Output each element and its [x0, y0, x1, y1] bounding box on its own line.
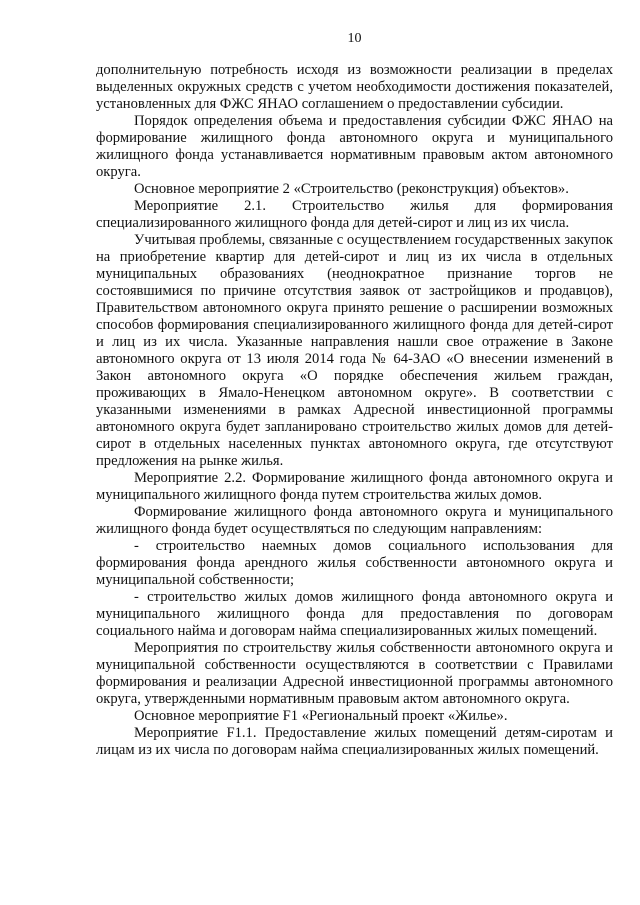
paragraph-bullet-residential-houses: - строительство жилых домов жилищного фонда автономного округа и муниципального жилищного фонда для предоставления по договорам социального найма и договорам найма специализированных жилых помещений.: [96, 589, 613, 639]
paragraph-directions: Формирование жилищного фонда автономного округа и муниципального жилищного фонда будет осуществляться по следующим направлениям:: [96, 504, 613, 537]
paragraph-activity-f1-1: Мероприятие F1.1. Предоставление жилых помещений детям-сиротам и лицам из их числа по договорам найма специализированных жилых помещений.: [96, 725, 613, 758]
paragraph-bullet-rental-housing: - строительство наемных домов социального использования для формирования фонда арендного жилья собственности автономного округа и муниципальной собственности;: [96, 538, 613, 588]
paragraph-problems: Учитывая проблемы, связанные с осуществлением государственных закупок на приобретение квартир для детей-сирот и лиц из их числа в отдельных муниципальных образованиях (неоднократное признание торгов не состоявшимися по причине отсутствия заявок от застройщиков и продавцов), Правительством автономного округа принято решение о расширении возможных способов формирования специализированного жилищного фонда для детей-сирот и лиц из их числа. Указанные направления нашли свое отражение в Законе автономного округа от 13 июля 2014 года № 64-ЗАО «О внесении изменений в Закон автономного округа «О порядке обеспечения жильем граждан, проживающих в Ямало-Ненецком автономном округе». В соответствии с указанными изменениями в рамках Адресной инвестиционной программы автономного округа будет запланировано строительство жилых домов для детей-сирот в отдельных населенных пунктах автономного округа, где отсутствуют предложения на рынке жилья.: [96, 232, 613, 469]
paragraph-main-activity-2: Основное мероприятие 2 «Строительство (реконструкция) объектов».: [134, 181, 569, 197]
paragraph-activity-2-2: Мероприятие 2.2. Формирование жилищного фонда автономного округа и муниципального жилищного фонда путем строительства жилых домов.: [96, 470, 613, 503]
document-page: [96, 30, 613, 759]
paragraph-construction-rules: Мероприятия по строительству жилья собственности автономного округа и муниципальной собственности осуществляются в соответствии с Правилами формирования и реализации Адресной инвестиционной программы автономного округа, утвержденными нормативным правовым актом автономного округа.: [96, 640, 613, 707]
page-number: 10: [347, 31, 362, 46]
paragraph-main-activity-f1: Основное мероприятие F1 «Региональный проект «Жилье».: [134, 708, 508, 724]
paragraph-activity-2-1: Мероприятие 2.1. Строительство жилья для формирования специализированного жилищного фонда для детей-сирот и лиц из их числа.: [96, 198, 613, 231]
paragraph-subsidy-procedure: Порядок определения объема и предоставления субсидии ФЖС ЯНАО на формирование жилищного фонда автономного округа и муниципального жилищного фонда устанавливается нормативным правовым актом автономного округа.: [96, 113, 613, 180]
paragraph-continuation: дополнительную потребность исходя из возможности реализации в пределах выделенных окружных средств с учетом необходимости достижения показателей, установленных для ФЖС ЯНАО соглашением о предоставлении субсидии.: [96, 62, 613, 112]
